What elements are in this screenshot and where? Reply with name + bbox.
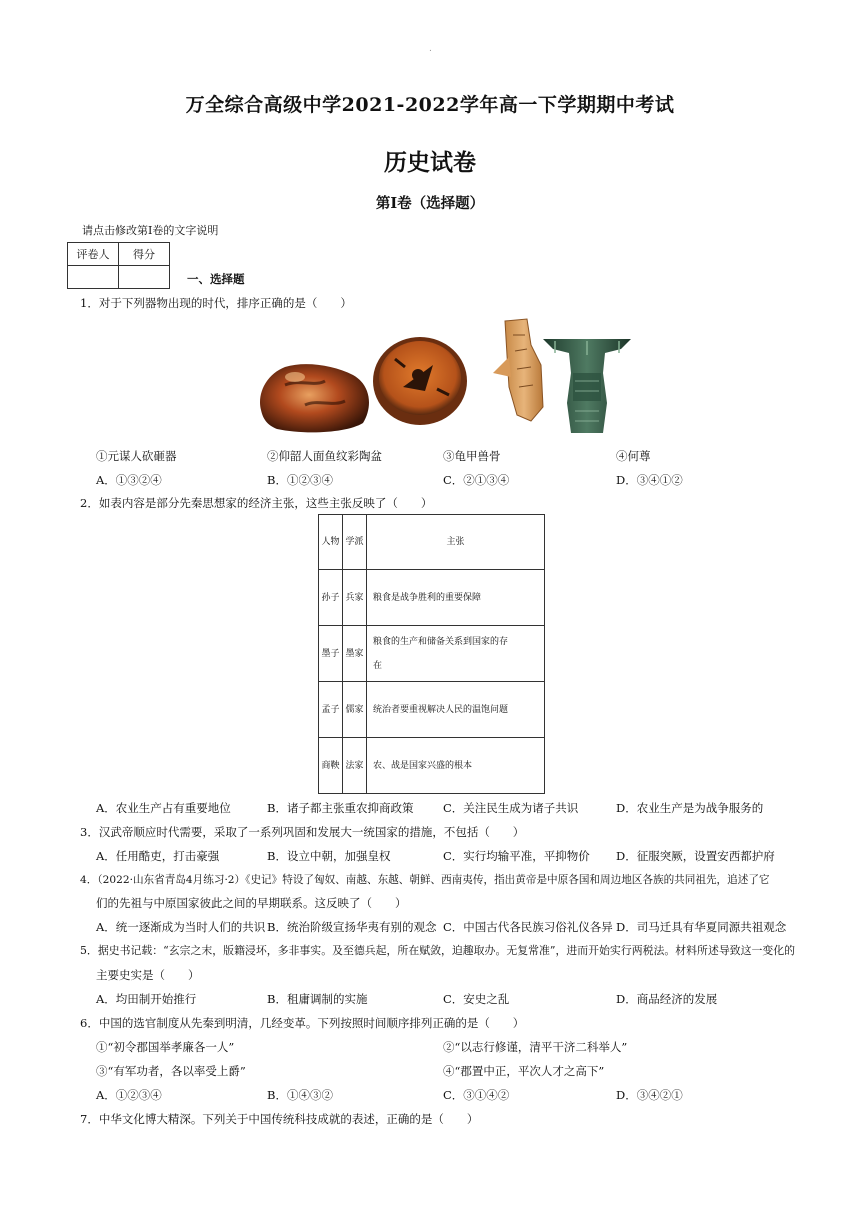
page-dot: . xyxy=(429,44,432,54)
thinkers-table xyxy=(318,514,545,794)
q6-item-2: ②“以志行修谨，清平干济二科举人” xyxy=(443,1040,628,1054)
table-row xyxy=(319,626,545,682)
q3-option-a[interactable]: A．任用酷吏，打击豪强 xyxy=(96,849,220,863)
q6-option-d[interactable]: D．③④②① xyxy=(616,1088,683,1102)
q1-caption-2: ②仰韶人面鱼纹彩陶盆 xyxy=(267,449,382,463)
person-cell: 孟子 xyxy=(319,682,343,738)
q2-stem: 2．如表内容是部分先秦思想家的经济主张，这些主张反映了（ ） xyxy=(80,496,433,510)
part-note[interactable]: 请点击修改第I卷的文字说明 xyxy=(82,224,219,237)
school-cell: 法家 xyxy=(343,738,367,794)
reviewer-cell xyxy=(68,266,119,289)
stone-chopper-image xyxy=(260,364,369,432)
q4-option-a[interactable]: A．统一逐渐成为当时人们的共识 xyxy=(96,920,266,934)
q1-caption-1: ①元谋人砍砸器 xyxy=(96,449,177,463)
score-cell xyxy=(119,266,170,289)
q2-option-c[interactable]: C．关注民生成为诸子共识 xyxy=(443,801,579,815)
claim-cell: 粮食是战争胜利的重要保障 xyxy=(367,570,545,626)
artifact-images xyxy=(255,315,635,440)
pottery-bowl-image xyxy=(373,337,467,425)
claim-line-1: 粮食的生产和储备关系到国家的存 xyxy=(373,636,509,647)
person-cell: 墨子 xyxy=(319,626,343,682)
he-zun-image xyxy=(543,339,631,433)
section-heading: 一、选择题 xyxy=(187,272,245,286)
q1-caption-4: ④何尊 xyxy=(616,449,651,463)
claim-cell xyxy=(367,626,545,682)
claim-cell: 农、战是国家兴盛的根本 xyxy=(367,738,545,794)
q6-item-3: ③“有军功者，各以率受上爵” xyxy=(96,1064,246,1078)
q5-option-c[interactable]: C．安史之乱 xyxy=(443,992,510,1006)
q3-option-b[interactable]: B．设立中朝，加强皇权 xyxy=(267,849,391,863)
claim-cell: 统治者要重视解决人民的温饱问题 xyxy=(367,682,545,738)
q2-option-a[interactable]: A．农业生产占有重要地位 xyxy=(96,801,231,815)
score-table xyxy=(67,242,170,289)
school-cell: 兵家 xyxy=(343,570,367,626)
reviewer-label: 评卷人 xyxy=(68,243,119,266)
school-cell: 儒家 xyxy=(343,682,367,738)
table-row xyxy=(319,738,545,794)
q6-option-a[interactable]: A．①②③④ xyxy=(96,1088,162,1102)
q4-stem-line2: 们的先祖与中原国家彼此之间的早期联系。这反映了（ ） xyxy=(96,896,407,910)
header-person: 人物 xyxy=(319,515,343,570)
q1-option-c[interactable]: C．②①③④ xyxy=(443,473,510,487)
q6-item-4: ④“郡置中正，平次人才之高下” xyxy=(443,1064,605,1078)
q6-option-c[interactable]: C．③①④② xyxy=(443,1088,510,1102)
q3-option-c[interactable]: C．实行均输平准，平抑物价 xyxy=(443,849,590,863)
q1-stem: 1．对于下列器物出现的时代，排序正确的是（ ） xyxy=(80,296,352,310)
q4-option-c[interactable]: C．中国古代各民族习俗礼仪各异 xyxy=(443,920,613,934)
q1-option-a[interactable]: A．①③②④ xyxy=(96,473,162,487)
q2-option-d[interactable]: D．农业生产是为战争服务的 xyxy=(616,801,764,815)
q4-option-d[interactable]: D．司马迁具有华夏同源共祖观念 xyxy=(616,920,787,934)
q5-option-b[interactable]: B．租庸调制的实施 xyxy=(267,992,368,1006)
q2-option-b[interactable]: B．诸子都主张重农抑商政策 xyxy=(267,801,414,815)
q6-option-b[interactable]: B．①④③② xyxy=(267,1088,333,1102)
q5-option-a[interactable]: A．均田制开始推行 xyxy=(96,992,197,1006)
q1-option-b[interactable]: B．①②③④ xyxy=(267,473,333,487)
school-cell: 墨家 xyxy=(343,626,367,682)
q5-stem-line2: 主要史实是（ ） xyxy=(96,968,200,982)
q6-stem: 6．中国的选官制度从先秦到明清，几经变革。下列按照时间顺序排列正确的是（ ） xyxy=(80,1016,525,1030)
table-row xyxy=(319,570,545,626)
q6-item-1: ①“初令郡国举孝廉各一人” xyxy=(96,1040,235,1054)
part-title: 第I卷（选择题） xyxy=(375,195,485,212)
person-cell: 商鞅 xyxy=(319,738,343,794)
score-label: 得分 xyxy=(119,243,170,266)
header-claim: 主张 xyxy=(367,515,545,570)
person-cell: 孙子 xyxy=(319,570,343,626)
q4-stem-line1: 4．（2022·山东省青岛4月练习·2）《史记》特设了匈奴、南越、东越、朝鲜、西南夷传，指出黄帝是中原各国和周边地区各族的共同祖先，追述了它 xyxy=(80,874,770,886)
table-row xyxy=(319,682,545,738)
q5-stem-line1: 5．据史书记载：“玄宗之末，版籍浸坏，多非事实。及至德兵起，所在赋敛，迫趣取办。无复常准”，进而开始实行两税法。材料所述导致这一变化的 xyxy=(80,944,796,957)
header-school: 学派 xyxy=(343,515,367,570)
q5-option-d[interactable]: D．商品经济的发展 xyxy=(616,992,718,1006)
q1-option-d[interactable]: D．③④①② xyxy=(616,473,683,487)
q3-option-d[interactable]: D．征服突厥，设置安西都护府 xyxy=(616,849,775,863)
q7-stem: 7．中华文化博大精深。下列关于中国传统科技成就的表述，正确的是（ ） xyxy=(80,1112,479,1126)
subject-title: 历史试卷 xyxy=(384,149,476,176)
q1-caption-3: ③龟甲兽骨 xyxy=(443,449,501,463)
q3-stem: 3．汉武帝顺应时代需要，采取了一系列巩固和发展大一统国家的措施，不包括（ ） xyxy=(80,825,525,839)
exam-title: 万全综合高级中学2021-2022学年高一下学期期中考试 xyxy=(185,94,675,116)
oracle-bone-image xyxy=(493,319,543,421)
q4-option-b[interactable]: B．统治阶级宣扬华夷有别的观念 xyxy=(267,920,437,934)
claim-line-2: 在 xyxy=(373,660,383,671)
